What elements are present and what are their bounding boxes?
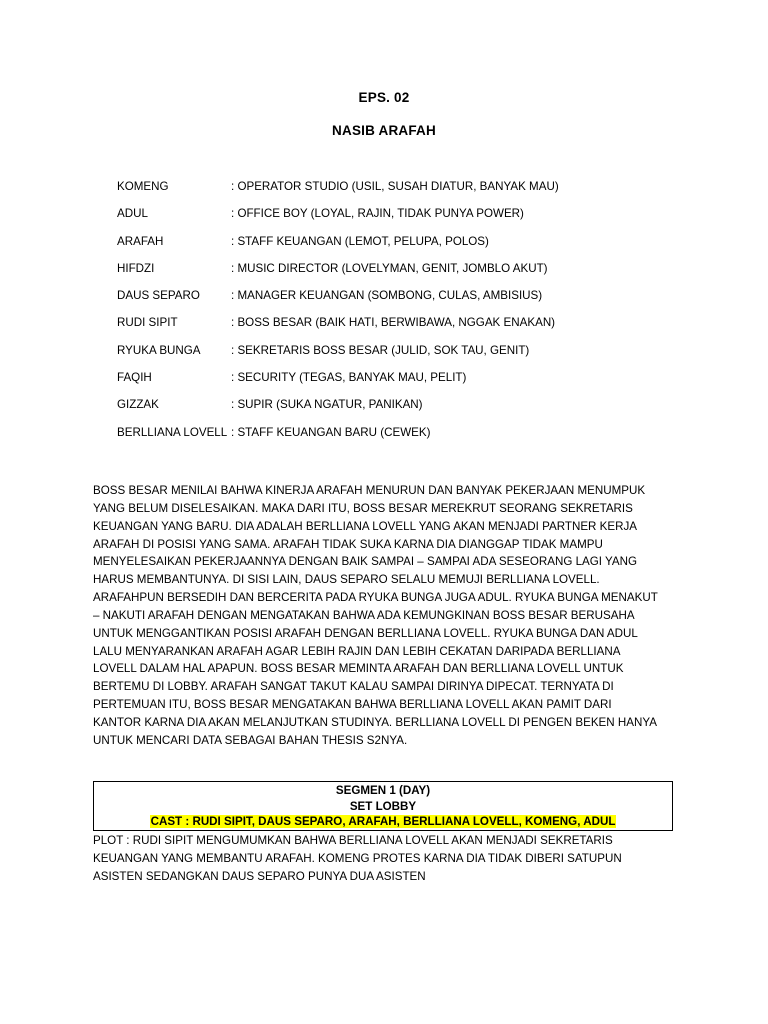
synopsis-line: YANG BELUM DISELESAIKAN. MAKA DARI ITU, BOSS BESAR MEREKRUT SEORANG SEKRETARIS	[93, 501, 633, 515]
plot-line: ASISTEN SEDANGKAN DAUS SEPARO PUNYA DUA ASISTEN	[93, 870, 426, 883]
cast-name: DAUS SEPARO	[117, 289, 200, 303]
cast-name: ARAFAH	[117, 234, 164, 248]
cast-row	[117, 180, 717, 207]
synopsis-paragraph	[93, 482, 693, 750]
cast-row	[117, 316, 717, 343]
synopsis-line: LOVELL DALAM HAL APAPUN. BOSS BESAR MEMINTA ARAFAH DAN BERLLIANA LOVELL UNTUK	[93, 662, 624, 676]
cast-row	[117, 235, 717, 262]
synopsis-line: MENYELESAIKAN PEKERJAANNYA DENGAN BAIK SAMPAI – SAMPAI ADA SESEORANG LAGI YANG	[93, 555, 638, 569]
segment-set: SET LOBBY	[349, 799, 417, 813]
plot-paragraph	[93, 832, 693, 886]
plot-line: PLOT : RUDI SIPIT MENGUMUMKAN BAHWA BERLLIANA LOVELL AKAN MENJADI SEKRETARIS	[93, 834, 613, 847]
cast-description: : STAFF KEUANGAN BARU (CEWEK)	[231, 425, 431, 439]
cast-row	[117, 344, 717, 371]
cast-name: GIZZAK	[117, 398, 159, 412]
cast-description: : OPERATOR STUDIO (USIL, SUSAH DIATUR, BANYAK MAU)	[231, 180, 559, 193]
cast-row	[117, 289, 717, 316]
synopsis-line: LALU MENYARANKAN ARAFAH AGAR LEBIH RAJIN DAN LEBIH CEKATAN DARIPADA BERLLIANA	[93, 644, 621, 658]
cast-row	[117, 426, 717, 453]
synopsis-line: BOSS BESAR MENILAI BAHWA KINERJA ARAFAH MENURUN DAN BANYAK PEKERJAAN MENUMPUK	[93, 484, 646, 497]
plot-line: KEUANGAN YANG MEMBANTU ARAFAH. KOMENG PROTES KARNA DIA TIDAK DIBERI SATUPUN	[93, 852, 622, 865]
cast-name: RYUKA BUNGA	[117, 343, 201, 357]
episode-title: NASIB ARAFAH	[332, 123, 436, 138]
segment-title: SEGMEN 1 (DAY)	[335, 784, 431, 797]
cast-name: FAQIH	[117, 371, 152, 385]
cast-description: : BOSS BESAR (BAIK HATI, BERWIBAWA, NGGAK ENAKAN)	[231, 316, 556, 330]
segment-cast-highlight: CAST : RUDI SIPIT, DAUS SEPARO, ARAFAH, BERLLIANA LOVELL, KOMENG, ADUL	[150, 815, 616, 828]
cast-row	[117, 398, 717, 425]
cast-description: : MANAGER KEUANGAN (SOMBONG, CULAS, AMBISIUS)	[231, 289, 543, 303]
synopsis-line: ARAFAH DI POSISI YANG SAMA. ARAFAH TIDAK SUKA KARNA DIA DIANGGAP TIDAK MAMPU	[93, 537, 603, 551]
segment-box	[93, 781, 673, 831]
episode-heading: EPS. 02	[358, 90, 410, 105]
synopsis-line: BERTEMU DI LOBBY. ARAFAH SANGAT TAKUT KALAU SAMPAI DIRINYA DIPECAT. TERNYATA DI	[93, 680, 614, 694]
cast-description: : OFFICE BOY (LOYAL, RAJIN, TIDAK PUNYA POWER)	[231, 207, 524, 221]
cast-list	[117, 180, 717, 453]
synopsis-line: PERTEMUAN ITU, BOSS BESAR MENGATAKAN BAHWA BERLLIANA LOVELL AKAN PAMIT DARI	[93, 698, 612, 712]
synopsis-line: KEUANGAN YANG BARU. DIA ADALAH BERLLIANA LOVELL YANG AKAN MENJADI PARTNER KERJA	[93, 519, 638, 533]
cast-name: RUDI SIPIT	[117, 316, 178, 330]
cast-name: HIFDZI	[117, 261, 155, 275]
cast-name: BERLLIANA LOVELL	[117, 425, 228, 439]
cast-name: KOMENG	[117, 180, 169, 193]
synopsis-line: UNTUK MENGGANTIKAN POSISI ARAFAH DENGAN BERLLIANA LOVELL. RYUKA BUNGA DAN ADUL	[93, 626, 638, 640]
cast-row	[117, 371, 717, 398]
synopsis-line: UNTUK MENCARI DATA SEBAGAI BAHAN THESIS S2NYA.	[93, 733, 408, 747]
cast-description: : MUSIC DIRECTOR (LOVELYMAN, GENIT, JOMBLO AKUT)	[231, 261, 548, 275]
synopsis-line: ARAFAHPUN BERSEDIH DAN BERCERITA PADA RYUKA BUNGA JUGA ADUL. RYUKA BUNGA MENAKUT	[93, 591, 658, 605]
synopsis-line: – NAKUTI ARAFAH DENGAN MENGATAKAN BAHWA ADA KEMUNGKINAN BOSS BESAR BERUSAHA	[93, 608, 635, 622]
synopsis-line: HARUS MEMBANTUNYA. DI SISI LAIN, DAUS SEPARO SELALU MEMUJI BERLLIANA LOVELL.	[93, 573, 600, 587]
synopsis-line: KANTOR KARNA DIA AKAN MELANJUTKAN STUDINYA. BERLLIANA LOVELL DI PENGEN BEKEN HANYA	[93, 715, 657, 729]
cast-row	[117, 207, 717, 234]
cast-description: : SEKRETARIS BOSS BESAR (JULID, SOK TAU, GENIT)	[231, 343, 530, 357]
cast-row	[117, 262, 717, 289]
cast-description: : SUPIR (SUKA NGATUR, PANIKAN)	[231, 398, 423, 412]
cast-description: : STAFF KEUANGAN (LEMOT, PELUPA, POLOS)	[231, 234, 489, 248]
cast-description: : SECURITY (TEGAS, BANYAK MAU, PELIT)	[231, 371, 467, 385]
segment-cast-line	[94, 814, 672, 830]
cast-name: ADUL	[117, 207, 148, 221]
